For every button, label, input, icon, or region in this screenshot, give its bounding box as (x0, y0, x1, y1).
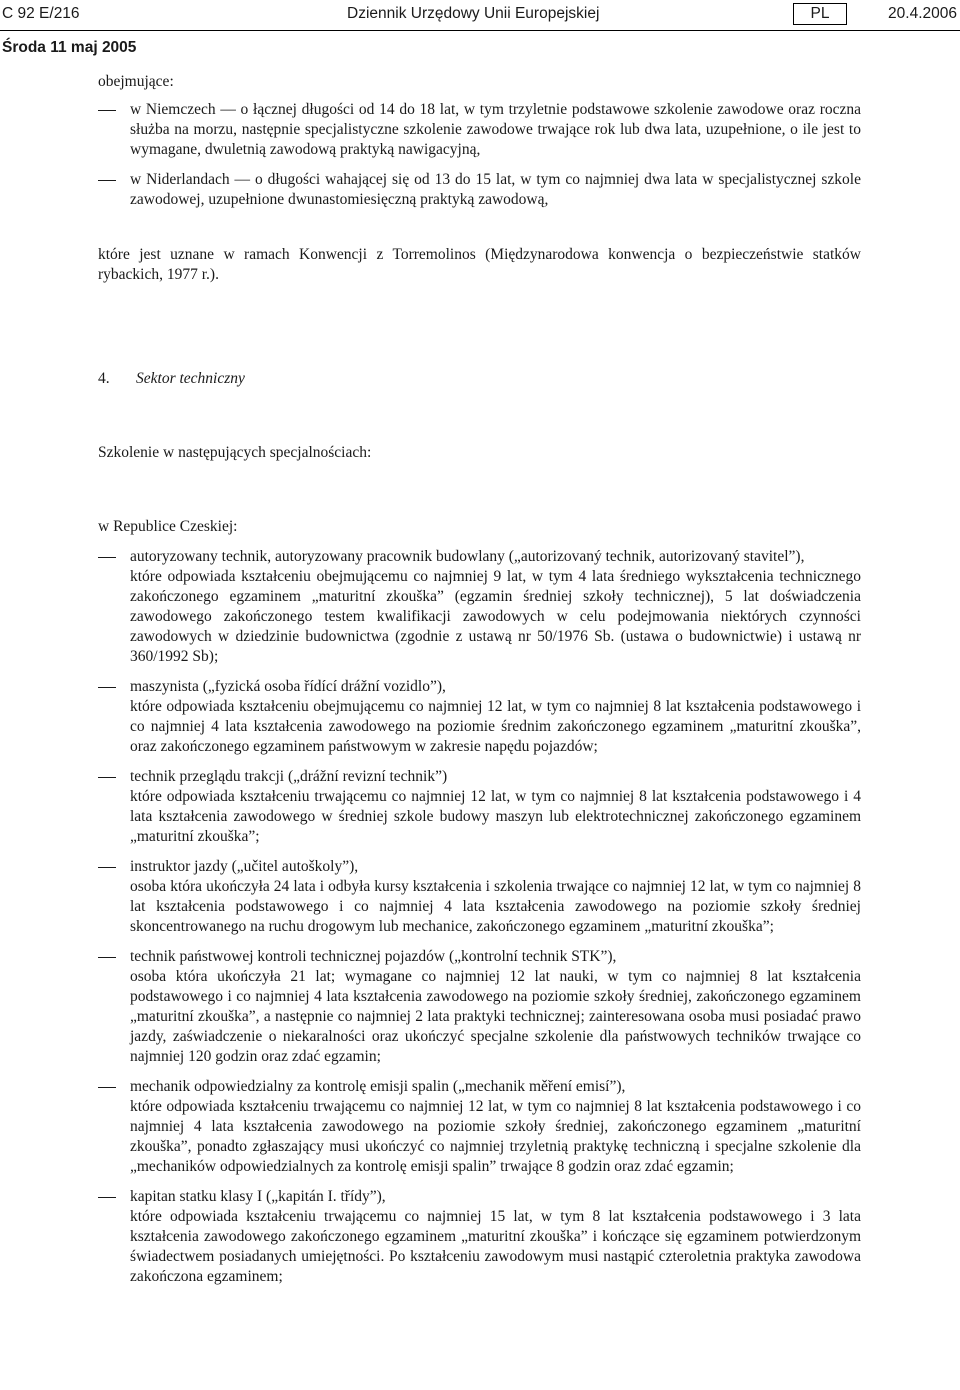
intro-text: obejmujące: (98, 73, 174, 90)
list-item-germany (98, 100, 861, 160)
dash-marker (98, 687, 116, 688)
dash-marker (98, 180, 116, 181)
dash-marker (98, 1087, 116, 1088)
item-title: autoryzowany technik, autoryzowany pracownik budowlany („autorizovaný technik, autorizovaný stavitel”), (130, 548, 805, 565)
dash-marker (98, 867, 116, 868)
item-title: mechanik odpowiedzialny za kontrolę emisji spalin („mechanik měření emisí”), (130, 1078, 626, 1095)
page-header (0, 0, 960, 31)
document-body (98, 72, 861, 1287)
dash-marker (98, 777, 116, 778)
journal-title: Dziennik Urzędowy Unii Europejskiej (347, 5, 600, 22)
training-intro: Szkolenie w następujących specjalnościach: (98, 444, 372, 461)
item-title: technik przeglądu trakcji („drážní revizní technik”) (130, 768, 448, 785)
list-item-vehicle-inspector (98, 947, 861, 1067)
section-title: Sektor techniczny (136, 370, 245, 387)
dash-marker (98, 557, 116, 558)
list-item-driving-instructor (98, 857, 861, 937)
item-body: które odpowiada kształceniu trwającemu co najmniej 15 lat, w tym 8 lat kształcenia podstawowego i 3 lata kształcenia zawodowego zakończonego egzaminem „maturitní zkouška” i kończące się egzaminem potwierdzonym świadectwem posiadanych umiejętności. Po kształceniu zawodowym musi nastąpić czteroletnia praktyka zawodowa zakończona egzaminem; (130, 1208, 861, 1285)
item-title: instruktor jazdy („učitel autoškoly”), (130, 858, 359, 875)
list-item-train-driver (98, 677, 861, 757)
item-body: które odpowiada kształceniu obejmującemu co najmniej 12 lat, w tym co najmniej 8 lat kształcenia podstawowego i co najmniej 4 lata kształcenia zawodowego na poziomie średnim zakończonego egzaminem „maturitní zkouška”, oraz zakończonego egzaminem państwowym w zakresie napędu pojazdów; (130, 698, 861, 755)
dash-marker (98, 110, 116, 111)
list-item-emissions-mechanic (98, 1077, 861, 1177)
item-body: które odpowiada kształceniu trwającemu co najmniej 12 lat, w tym co najmniej 8 lat kształcenia podstawowego i 4 lata kształcenia zawodowego w średniej szkole budowy maszyn lub elektrotechnicznej zakończonego egzaminem „maturitní zkouška”; (130, 788, 861, 845)
country-heading: w Republice Czeskiej: (98, 518, 238, 535)
session-date: Środa 11 maj 2005 (2, 39, 137, 56)
language-badge: PL (793, 3, 847, 25)
list-item-text: w Niemczech — o łącznej długości od 14 do 18 lat, w tym trzyletnie podstawowe szkolenie zawodowe oraz roczna służba na morzu, następnie specjalistyczne szkolenie zawodowe trwające rok lub dwa lata, uzupełnione, o ile jest to wymagane, dwuletnią zawodową praktyką nawigacyjną, (130, 101, 861, 158)
item-body: które odpowiada kształceniu trwającemu co najmniej 12 lat, w tym co najmniej 8 lat kształcenia podstawowego i co najmniej 4 lata kształcenia zawodowego na poziomie szkoły średniej, zakończonego egzaminem „maturitní zkouška”, ponadto zgłaszający musi ukończyć co najmniej trzyletnią praktykę techniczną i specjalne szkolenie dla „mechaników odpowiedzialnych za kontrolę emisji spalin” trwające 8 godzin oraz zdać egzamin; (130, 1098, 861, 1175)
section-heading (98, 369, 861, 389)
item-body: osoba która ukończyła 21 lat; wymagane co najmniej 12 lat nauki, w tym co najmniej 8 lat kształcenia podstawowego i co najmniej 4 lata kształcenia zawodowego na poziomie szkoły średniej, zakończonego egzaminem „maturitní zkouška”, a następnie co najmniej 2 lata praktyki technicznej; zainteresowana osoba musi posiadać prawo jazdy, zaświadczenie o niekaralności oraz ukończyć specjalne szkolenie dla państwowych techników trwające co najmniej 120 godzin oraz zdać egzamin; (130, 968, 861, 1065)
item-title: kapitan statku klasy I („kapitán I. třídy”), (130, 1188, 386, 1205)
item-title: technik państwowej kontroli technicznej pojazdów („kontrolní technik STK”), (130, 948, 617, 965)
item-body: które odpowiada kształceniu obejmującemu co najmniej 9 lat, w tym 4 lata średniego wykształcenia technicznego zakończonego egzaminem „maturitní zkouška” (egzamin średniej szkoły technicznej), 5 lat doświadczenia zawodowego zakończonego testem kwalifikacji zawodowych w celu podejmowania niektórych czynności zawodowych w dziedzinie budownictwa (zgodnie z ustawą nr 50/1976 Sb. (ustawa o budownictwie) i ustawą nr 360/1992 Sb); (130, 568, 861, 665)
dash-marker (98, 1197, 116, 1198)
list-item-authorized-technician (98, 547, 861, 667)
item-body: osoba która ukończyła 24 lata i odbyła kursy kształcenia i szkolenia trwające co najmniej 12 lat, w tym co najmniej 8 lat kształcenia podstawowego i co najmniej 4 lata kształcenia zawodowego na poziomie szkoły średniej skoncentrowanego na ruchu drogowym lub mechanice, zakończonego egzaminem „maturitní zkouška”; (130, 878, 861, 935)
list-item-netherlands (98, 170, 861, 210)
section-number: 4. (98, 370, 110, 387)
dash-marker (98, 957, 116, 958)
list-item-traction-inspector (98, 767, 861, 847)
publication-date: 20.4.2006 (888, 5, 957, 22)
list-item-ship-captain (98, 1187, 861, 1287)
list-item-text: w Niderlandach — o długości wahającej się od 13 do 15 lat, w tym co najmniej dwa lata w specjalistycznej szkole zawodowej, uzupełnione dwunastomiesięczną praktyką zawodową, (130, 171, 861, 208)
item-title: maszynista („fyzická osoba řídící drážní vozidlo”), (130, 678, 446, 695)
recognition-paragraph: które jest uznane w ramach Konwencji z Torremolinos (Międzynarodowa konwencja o bezpieczeństwie statków rybackich, 1977 r.). (98, 246, 861, 283)
journal-reference: C 92 E/216 (2, 5, 80, 22)
